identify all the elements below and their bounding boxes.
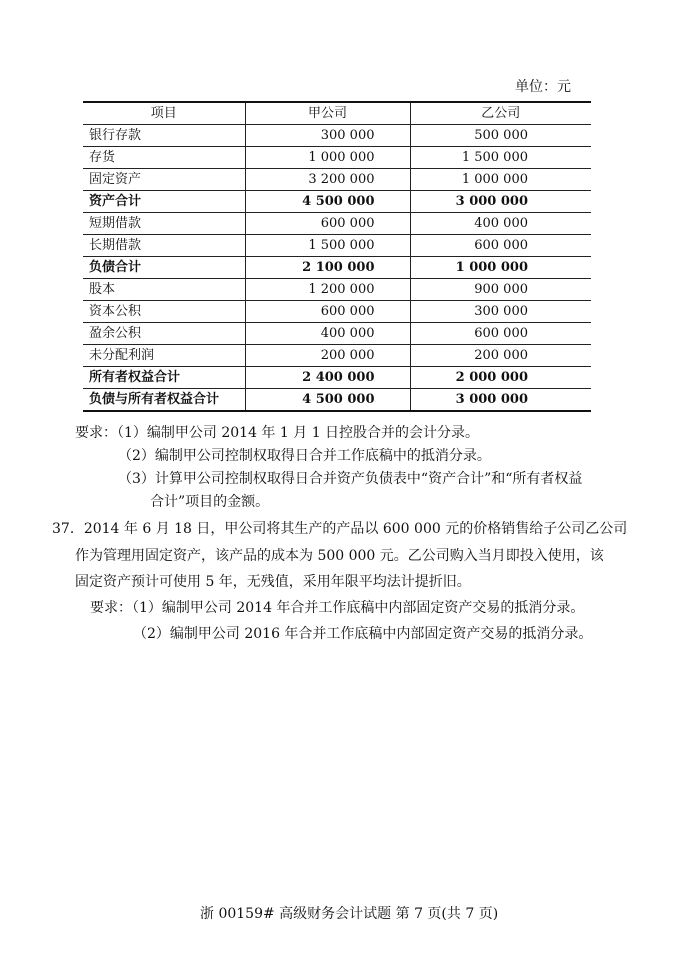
row-item-label: 未分配利润: [83, 345, 245, 367]
row-item-label: 负债合计: [83, 257, 245, 279]
row-company-b-value: 1 000 000: [410, 257, 591, 279]
row-company-a-value: 300 000: [245, 125, 410, 147]
table-row: [83, 147, 591, 169]
row-item-label: 股本: [83, 279, 245, 301]
row-company-b-value: 3 000 000: [410, 191, 591, 213]
q36-requirement-1: 要求：（1）编制甲公司 2014 年 1 月 1 日控股合并的会计分录。: [75, 425, 480, 441]
row-company-b-value: 1 500 000: [410, 147, 591, 169]
table-row: [83, 191, 591, 213]
header-item: 项目: [83, 102, 245, 125]
table-row: [83, 323, 591, 345]
table-row: [83, 169, 591, 191]
row-company-b-value: 900 000: [410, 279, 591, 301]
row-company-b-value: 600 000: [410, 235, 591, 257]
table-body: [83, 125, 591, 412]
q37-requirement-1: 要求：（1）编制甲公司 2014 年合并工作底稿中内部固定资产交易的抵消分录。: [90, 600, 585, 616]
row-company-b-value: 400 000: [410, 213, 591, 235]
row-company-a-value: 200 000: [245, 345, 410, 367]
row-company-a-value: 600 000: [245, 213, 410, 235]
row-company-b-value: 300 000: [410, 301, 591, 323]
unit-label: 单位：元: [515, 79, 571, 95]
row-item-label: 银行存款: [83, 125, 245, 147]
row-company-b-value: 3 000 000: [410, 389, 591, 412]
table-row: [83, 345, 591, 367]
q36-requirement-3b: 合计”项目的金额。: [150, 494, 270, 510]
table-header-row: [83, 102, 591, 125]
table-row: [83, 257, 591, 279]
row-item-label: 长期借款: [83, 235, 245, 257]
table-row: [83, 213, 591, 235]
row-item-label: 资产合计: [83, 191, 245, 213]
page-footer: 浙 00159# 高级财务会计试题 第 7 页(共 7 页): [200, 906, 499, 922]
table-row: [83, 125, 591, 147]
row-company-b-value: 500 000: [410, 125, 591, 147]
row-item-label: 存货: [83, 147, 245, 169]
row-company-a-value: 600 000: [245, 301, 410, 323]
balance-sheet-table: [83, 101, 591, 412]
row-item-label: 盈余公积: [83, 323, 245, 345]
row-company-b-value: 200 000: [410, 345, 591, 367]
header-company-a: 甲公司: [245, 102, 410, 125]
table-row: [83, 279, 591, 301]
row-item-label: 所有者权益合计: [83, 367, 245, 389]
row-company-a-value: 4 500 000: [245, 389, 410, 412]
q36-requirement-2: （2）编制甲公司控制权取得日合并工作底稿中的抵消分录。: [118, 448, 491, 464]
q36-requirement-3a: （3）计算甲公司控制权取得日合并资产负债表中“资产合计”和“所有者权益: [118, 471, 583, 487]
row-item-label: 固定资产: [83, 169, 245, 191]
row-company-a-value: 1 000 000: [245, 147, 410, 169]
row-company-a-value: 3 200 000: [245, 169, 410, 191]
q37-line-1: 37．2014 年 6 月 18 日，甲公司将其生产的产品以 600 000 元的价格销售给子公司乙公司: [52, 521, 628, 537]
table-row: [83, 367, 591, 389]
header-company-b: 乙公司: [410, 102, 591, 125]
q37-requirement-2: （2）编制甲公司 2016 年合并工作底稿中内部固定资产交易的抵消分录。: [133, 626, 593, 642]
row-company-a-value: 1 500 000: [245, 235, 410, 257]
row-company-b-value: 1 000 000: [410, 169, 591, 191]
row-item-label: 负债与所有者权益合计: [83, 389, 245, 412]
table-row: [83, 389, 591, 412]
row-company-b-value: 600 000: [410, 323, 591, 345]
row-company-a-value: 1 200 000: [245, 279, 410, 301]
table-row: [83, 301, 591, 323]
row-company-a-value: 400 000: [245, 323, 410, 345]
row-company-b-value: 2 000 000: [410, 367, 591, 389]
table-row: [83, 235, 591, 257]
row-company-a-value: 2 100 000: [245, 257, 410, 279]
row-item-label: 资本公积: [83, 301, 245, 323]
row-item-label: 短期借款: [83, 213, 245, 235]
q37-line-3: 固定资产预计可使用 5 年，无残值，采用年限平均法计提折旧。: [75, 574, 471, 590]
row-company-a-value: 4 500 000: [245, 191, 410, 213]
q37-line-2: 作为管理用固定资产，该产品的成本为 500 000 元。乙公司购入当月即投入使用，该: [75, 548, 604, 564]
row-company-a-value: 2 400 000: [245, 367, 410, 389]
